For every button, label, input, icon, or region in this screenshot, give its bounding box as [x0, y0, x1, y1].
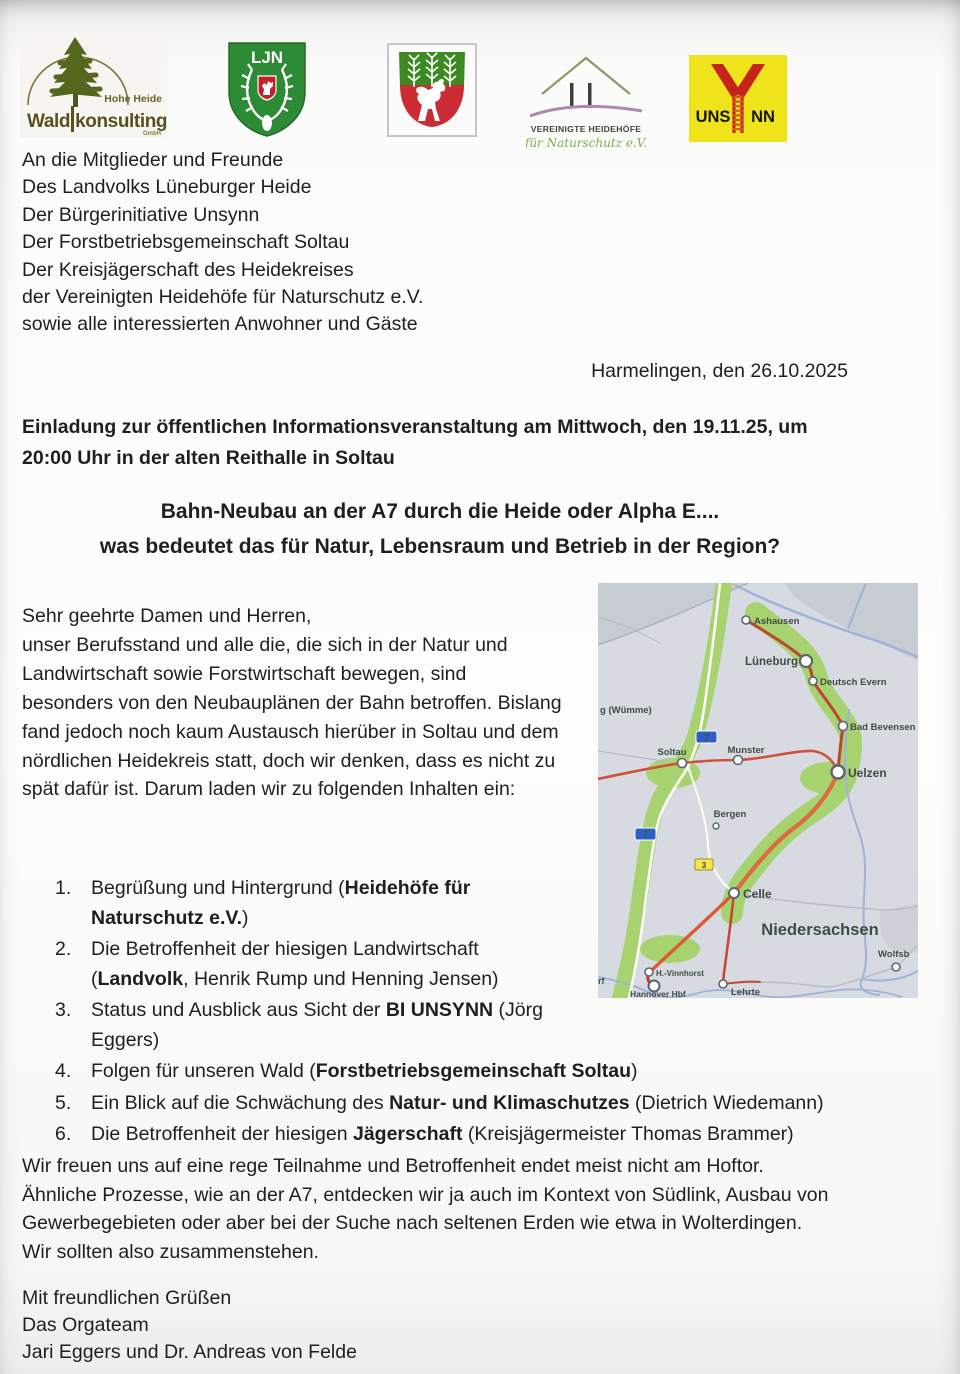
map-label-hannover-hbf: Hannover Hbf: [630, 989, 686, 998]
closing-paragraph: [22, 1152, 927, 1266]
agenda-item: 5. Ein Blick auf die Schwächung des Natur- und Klimaschutzes (Dietrich Wiedemann): [22, 1089, 922, 1119]
map-label-soltau: Soltau: [657, 747, 687, 758]
ljn-hunters-logo: [222, 38, 312, 138]
agenda-item-number: 6.: [55, 1123, 72, 1145]
agenda-item-number: 2.: [55, 938, 72, 960]
heidehoefe-logo: [526, 50, 646, 152]
b3-shield-number: 3: [701, 860, 707, 870]
map-label-region: Niedersachsen: [761, 921, 879, 939]
recipient-line: Der Kreisjägerschaft des Heidekreises: [22, 258, 354, 281]
landvolk-logo: [387, 43, 477, 137]
body-line: fand jedoch noch kaum Austausch hierüber in Soltau und dem: [22, 720, 559, 743]
recipient-line: An die Mitglieder und Freunde: [22, 149, 284, 171]
body-line: unser Berufsstand und alle die, die sich in der Natur und: [22, 633, 508, 656]
body-line: spät dafür ist. Darum laden wir zu folgenden Inhalten ein:: [22, 778, 516, 801]
map-label-rf-partial: rf: [598, 976, 605, 986]
agenda-item: 1. Begrüßung und Hintergrund (Heidehöfe für Naturschutz e.V.): [22, 874, 922, 933]
recipient-line: Der Bürgerinitiative Unsynn: [22, 203, 260, 226]
agenda-list: [22, 874, 922, 1152]
date-line: Harmelingen, den 26.10.2025: [591, 360, 848, 382]
body-line: besonders von den Neubauplänen der Bahn betroffen. Bislang: [22, 691, 562, 714]
recipient-line: Des Landvolks Lüneburger Heide: [22, 176, 312, 199]
a7-shield: [635, 828, 656, 840]
map-label-h-vinnhorst: H.-Vinnhorst: [656, 969, 704, 978]
recipient-line: Der Forstbetriebsgemeinschaft Soltau: [22, 231, 350, 254]
a7-shield: [696, 731, 717, 743]
trunk-bar-icon: [71, 106, 74, 132]
map-label-uelzen: Uelzen: [848, 766, 887, 780]
closing-line: Ähnliche Prozesse, wie an der A7, entdecken wir ja auch im Kontext von Südlink, Ausbau von: [22, 1183, 829, 1206]
landvolk-shield-icon: [387, 43, 477, 137]
map-label-lehrte: Lehrte: [731, 987, 761, 998]
waldkonsulting-wordmark: Wald konsulting: [27, 106, 167, 133]
map-label-bergen: Bergen: [713, 809, 747, 820]
agenda-item-number: 1.: [55, 877, 72, 899]
signature-block: [22, 1285, 357, 1367]
unsynn-text-left: UNS: [695, 108, 731, 126]
agenda-item: 4. Folgen für unseren Wald (Forstbetriebsgemeinschaft Soltau): [22, 1057, 922, 1087]
recipient-line: der Vereinigten Heidehöfe für Naturschutz e.V.: [22, 286, 424, 309]
unsynn-logo: [689, 55, 787, 142]
ljn-shield-icon: [222, 38, 312, 138]
invitation-heading: Einladung zur öffentlichen Informationsveranstaltung am Mittwoch, den 19.11.25, um 20:00 Uhr in der alten Reithalle in Soltau: [22, 416, 808, 469]
waldkonsulting-logo: [20, 33, 167, 138]
heidehoefe-name: VEREINIGTE HEIDEHÖFE: [530, 124, 642, 134]
map-label-ashausen: Ashausen: [754, 616, 800, 627]
closing-line: Wir freuen uns auf eine rege Teilnahme und Betroffenheit endet meist nicht am Hoftor.: [22, 1155, 764, 1177]
map-label-celle: Celle: [743, 887, 772, 901]
body-paragraph: [22, 602, 614, 804]
agenda-item-number: 4.: [55, 1060, 72, 1082]
document-title: Bahn-Neubau an der A7 durch die Heide oder Alpha E.... was bedeutet das für Natur, Lebensraum und Betrieb in der Region?: [99, 500, 781, 558]
recipient-line: sowie alle interessierten Anwohner und Gäste: [22, 313, 418, 336]
agenda-item: 6. Die Betroffenheit der hiesigen Jägerschaft (Kreisjägermeister Thomas Brammer): [22, 1120, 922, 1150]
body-line: Landwirtschaft sowie Forstwirtschaft bewegen, sind: [22, 662, 467, 685]
signature-line: Jari Eggers und Dr. Andreas von Felde: [22, 1341, 357, 1364]
unsynn-y-icon: [689, 55, 787, 142]
a7-shield-number: 7: [642, 829, 649, 840]
b3-shield: [695, 859, 713, 870]
map-label-munster: Munster: [727, 745, 765, 756]
map-label-lueneburg: Lüneburg: [744, 656, 798, 668]
a7-shield-number: 7: [703, 732, 710, 743]
map-label-wuemme-partial: g (Wümme): [600, 705, 652, 716]
letterhead-logos: [0, 0, 960, 150]
signature-line: Das Orgateam: [22, 1314, 149, 1337]
waldkonsulting-suffix: GmbH: [143, 131, 161, 137]
heidehoefe-subtitle: für Naturschutz e.V.: [526, 136, 646, 150]
heidehoefe-house-icon: [526, 50, 646, 152]
body-line: nördlichen Heidekreis statt, doch wir denken, dass es nicht zu: [22, 749, 556, 772]
ljn-text: LJN: [250, 48, 284, 67]
agenda-item: 2. Die Betroffenheit der hiesigen Landwirtschaft (Landvolk, Henrik Rump und Henning Jensen): [22, 935, 922, 994]
closing-line: Gewerbegebieten oder aber bei der Suche nach seltenen Erden wie etwa in Wolterdingen.: [22, 1212, 803, 1235]
agenda-item: 3. Status und Ausblick aus Sicht der BI UNSYNN (Jörg Eggers): [22, 996, 922, 1055]
recipient-block: [22, 147, 423, 339]
map-label-deutsch-evern: Deutsch Evern: [820, 677, 887, 688]
agenda-item-number: 5.: [55, 1091, 72, 1114]
waldkonsulting-tagline: Hohe Heide: [104, 93, 162, 105]
map-label-wolfsburg: Wolfsb: [878, 949, 910, 960]
signature-line: Mit freundlichen Grüßen: [22, 1287, 232, 1309]
closing-line: Wir sollten also zusammenstehen.: [22, 1240, 319, 1263]
unsynn-text-right: NN: [751, 108, 775, 126]
agenda-item-number: 3.: [55, 999, 72, 1021]
map-label-bad-bevensen: Bad Bevensen: [850, 722, 916, 733]
salutation: Sehr geehrte Damen und Herren,: [22, 605, 312, 627]
